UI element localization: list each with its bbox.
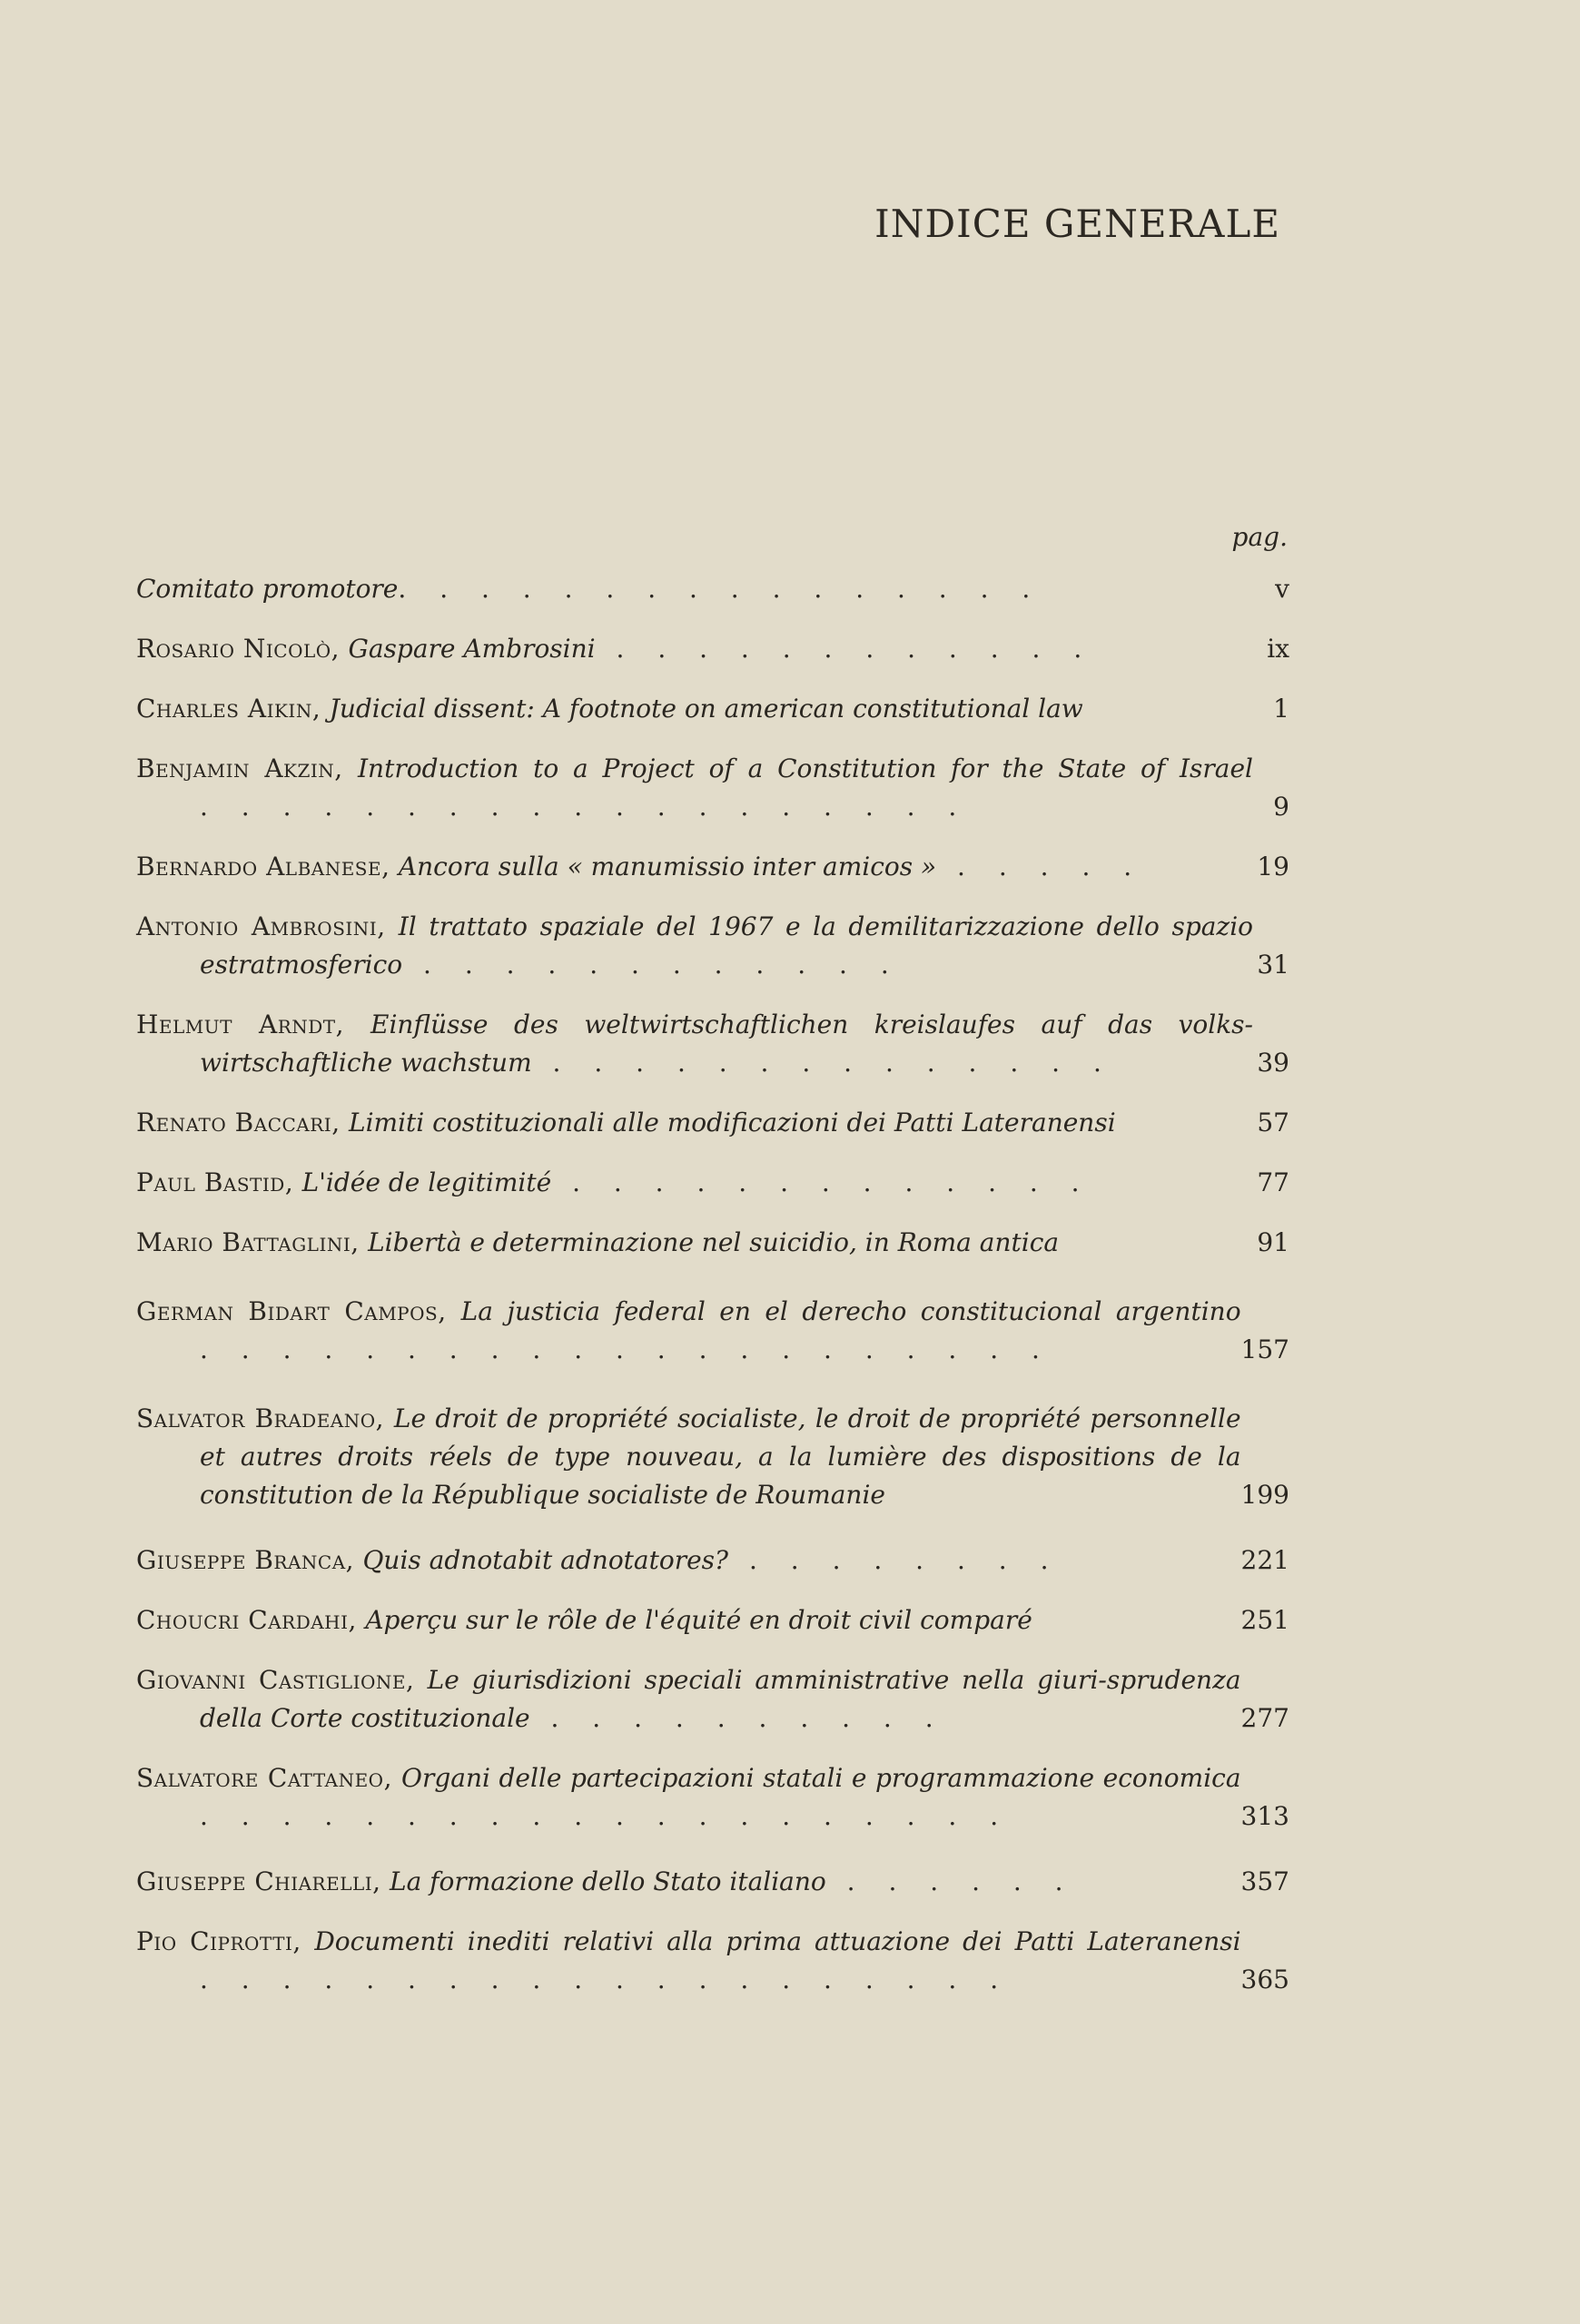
entry-text (136, 1923, 1241, 1999)
entry-title: Gaspare Ambrosini (348, 634, 596, 664)
toc-entry[interactable] (136, 570, 1289, 608)
entry-author: Charles Aikin, (136, 694, 330, 724)
entry-text (136, 750, 1253, 826)
page-column-label: pag. (1231, 522, 1288, 552)
entry-page-number: 313 (1240, 1801, 1289, 1831)
toc-entry[interactable] (136, 1863, 1289, 1901)
toc-entries (136, 570, 1289, 1999)
entry-title: Documenti inediti relativi alla prima attuazione dei Patti Lateranensi (314, 1926, 1241, 1956)
entry-author: German Bidart Campos, (136, 1296, 461, 1326)
leader-dots: . . . . . . . . (728, 1545, 1062, 1575)
entry-page-number: 199 (1240, 1480, 1289, 1510)
leader-dots: . . . . . . . . . . . . . . (531, 1048, 1114, 1078)
entry-text (136, 1759, 1241, 1836)
entry-page-number: 31 (1257, 950, 1289, 980)
entry-page-number: 277 (1240, 1703, 1289, 1733)
entry-page-number: 365 (1240, 1965, 1289, 1994)
toc-entry[interactable] (136, 1104, 1289, 1142)
entry-title: Comitato promotore (136, 574, 399, 604)
entry-author: Mario Battaglini, (136, 1227, 369, 1257)
entry-author: Bernardo Albanese, (136, 852, 399, 881)
entry-title: La justicia federal en el derecho constitucional argentino (460, 1296, 1241, 1326)
toc-entry[interactable] (136, 1293, 1289, 1369)
entry-author: Giovanni Castiglione, (136, 1665, 428, 1695)
entry-title: Introduction to a Project of a Constitution for the State of Israel (357, 753, 1253, 783)
leader-dots: . . . . . . . . . . (529, 1703, 946, 1733)
toc-entry[interactable] (136, 1006, 1289, 1082)
leader-dots: . . . . . . . . . . . . . . . . (398, 574, 1043, 604)
entry-title: Le giurisdizioni speciali amministrative nella giuri-sprudenza della Corte costituzionale (200, 1665, 1241, 1733)
entry-title: Judicial dissent: A footnote on american constitutional law (329, 694, 1083, 724)
entry-title: Einflüsse des weltwirtschaftlichen kreislaufes auf das volks-wirtschaftliche wachstum (200, 1009, 1253, 1078)
entry-page-number: ix (1267, 634, 1289, 664)
leader-dots: . . . . . . . . . . . . . . . . . . . . . (200, 1334, 1052, 1364)
toc-entry[interactable] (136, 1224, 1289, 1262)
entry-author: Renato Baccari, (136, 1108, 349, 1137)
entry-page-number: 39 (1257, 1048, 1289, 1078)
entry-page-number: 77 (1257, 1167, 1289, 1197)
toc-entry[interactable] (136, 690, 1289, 728)
entry-text (136, 1293, 1241, 1369)
entry-title: L'idée de legitimité (301, 1167, 552, 1197)
entry-text (136, 848, 1253, 886)
entry-title: Organi delle partecipazioni statali e programmazione economica (401, 1763, 1241, 1793)
entry-text (136, 1541, 1241, 1580)
entry-author: Paul Bastid, (136, 1167, 302, 1197)
entry-text (136, 908, 1253, 984)
toc-entry[interactable] (136, 1601, 1289, 1640)
entry-author: Salvator Bradeano, (136, 1403, 394, 1433)
leader-dots: . . . . . . (825, 1866, 1076, 1896)
entry-page-number: 1 (1273, 694, 1289, 724)
entry-title: Quis adnotabit adnotatores? (362, 1545, 729, 1575)
entry-author: Pio Ciprotti, (136, 1926, 315, 1956)
entry-page-number: 357 (1240, 1866, 1289, 1896)
entry-text (136, 1601, 1241, 1640)
entry-text (136, 1104, 1253, 1142)
entry-text (136, 1164, 1253, 1202)
toc-entry[interactable] (136, 1400, 1289, 1514)
entry-author: Giuseppe Chiarelli, (136, 1866, 390, 1896)
entry-author: Giuseppe Branca, (136, 1545, 363, 1575)
entry-text (136, 570, 1253, 608)
toc-entry[interactable] (136, 848, 1289, 886)
entry-title: Libertà e determinazione nel suicidio, in Roma antica (368, 1227, 1060, 1257)
toc-entry[interactable] (136, 1164, 1289, 1202)
entry-page-number: 157 (1240, 1334, 1289, 1364)
entry-author: Helmut Arndt, (136, 1009, 371, 1039)
toc-entry[interactable] (136, 1661, 1289, 1738)
entry-title: Il trattato spaziale del 1967 e la demilitarizzazione dello spazio estratmosferico (200, 911, 1254, 980)
entry-title: Le droit de propriété socialiste, le droit de propriété personnelle et autres droits réels de type nouveau, a la lumière des dispositions de la constitution de la République socialiste de Roumanie (200, 1403, 1241, 1510)
leader-dots: . . . . . . . . . . . . (402, 950, 902, 980)
toc-entry[interactable] (136, 630, 1289, 668)
leader-dots: . . . . . . . . . . . . . (551, 1167, 1092, 1197)
entry-author: Rosario Nicolò, (136, 634, 349, 664)
leader-dots: . . . . . . . . . . . . . . . . . . . . (200, 1801, 1012, 1831)
entry-title: Aperçu sur le rôle de l'équité en droit civil comparé (365, 1605, 1032, 1635)
entry-text (136, 1400, 1241, 1514)
leader-dots: . . . . . . . . . . . . . . . . . . . . (200, 1965, 1012, 1994)
page-title: INDICE GENERALE (874, 202, 1280, 246)
entry-page-number: v (1275, 574, 1289, 604)
leader-dots: . . . . . (936, 852, 1145, 881)
entry-page-number: 221 (1240, 1545, 1289, 1575)
entry-page-number: 9 (1273, 792, 1289, 822)
entry-page-number: 91 (1257, 1227, 1289, 1257)
entry-text (136, 1661, 1241, 1738)
entry-author: Choucri Cardahi, (136, 1605, 366, 1635)
entry-page-number: 57 (1257, 1108, 1289, 1137)
entry-author: Antonio Ambrosini, (136, 911, 399, 941)
toc-entry[interactable] (136, 1759, 1289, 1836)
entry-author: Salvatore Cattaneo, (136, 1763, 402, 1793)
toc-entry[interactable] (136, 750, 1289, 826)
entry-text (136, 1006, 1253, 1082)
entry-author: Benjamin Akzin, (136, 753, 358, 783)
toc-entry[interactable] (136, 1541, 1289, 1580)
entry-title: Ancora sulla « manumissio inter amicos » (398, 852, 937, 881)
entry-page-number: 19 (1257, 852, 1289, 881)
entry-title: Limiti costituzionali alle modificazioni dei Patti Lateranensi (349, 1108, 1116, 1137)
entry-text (136, 1224, 1253, 1262)
entry-page-number: 251 (1240, 1605, 1289, 1635)
table-of-contents (136, 522, 1289, 1999)
entry-text (136, 1863, 1241, 1901)
entry-text (136, 630, 1253, 668)
leader-dots: . . . . . . . . . . . . (595, 634, 1095, 664)
toc-entry[interactable] (136, 1923, 1289, 1999)
entry-title: La formazione dello Stato italiano (389, 1866, 826, 1896)
leader-dots: . . . . . . . . . . . . . . . . . . . (200, 792, 970, 822)
entry-text (136, 690, 1253, 728)
toc-entry[interactable] (136, 908, 1289, 984)
